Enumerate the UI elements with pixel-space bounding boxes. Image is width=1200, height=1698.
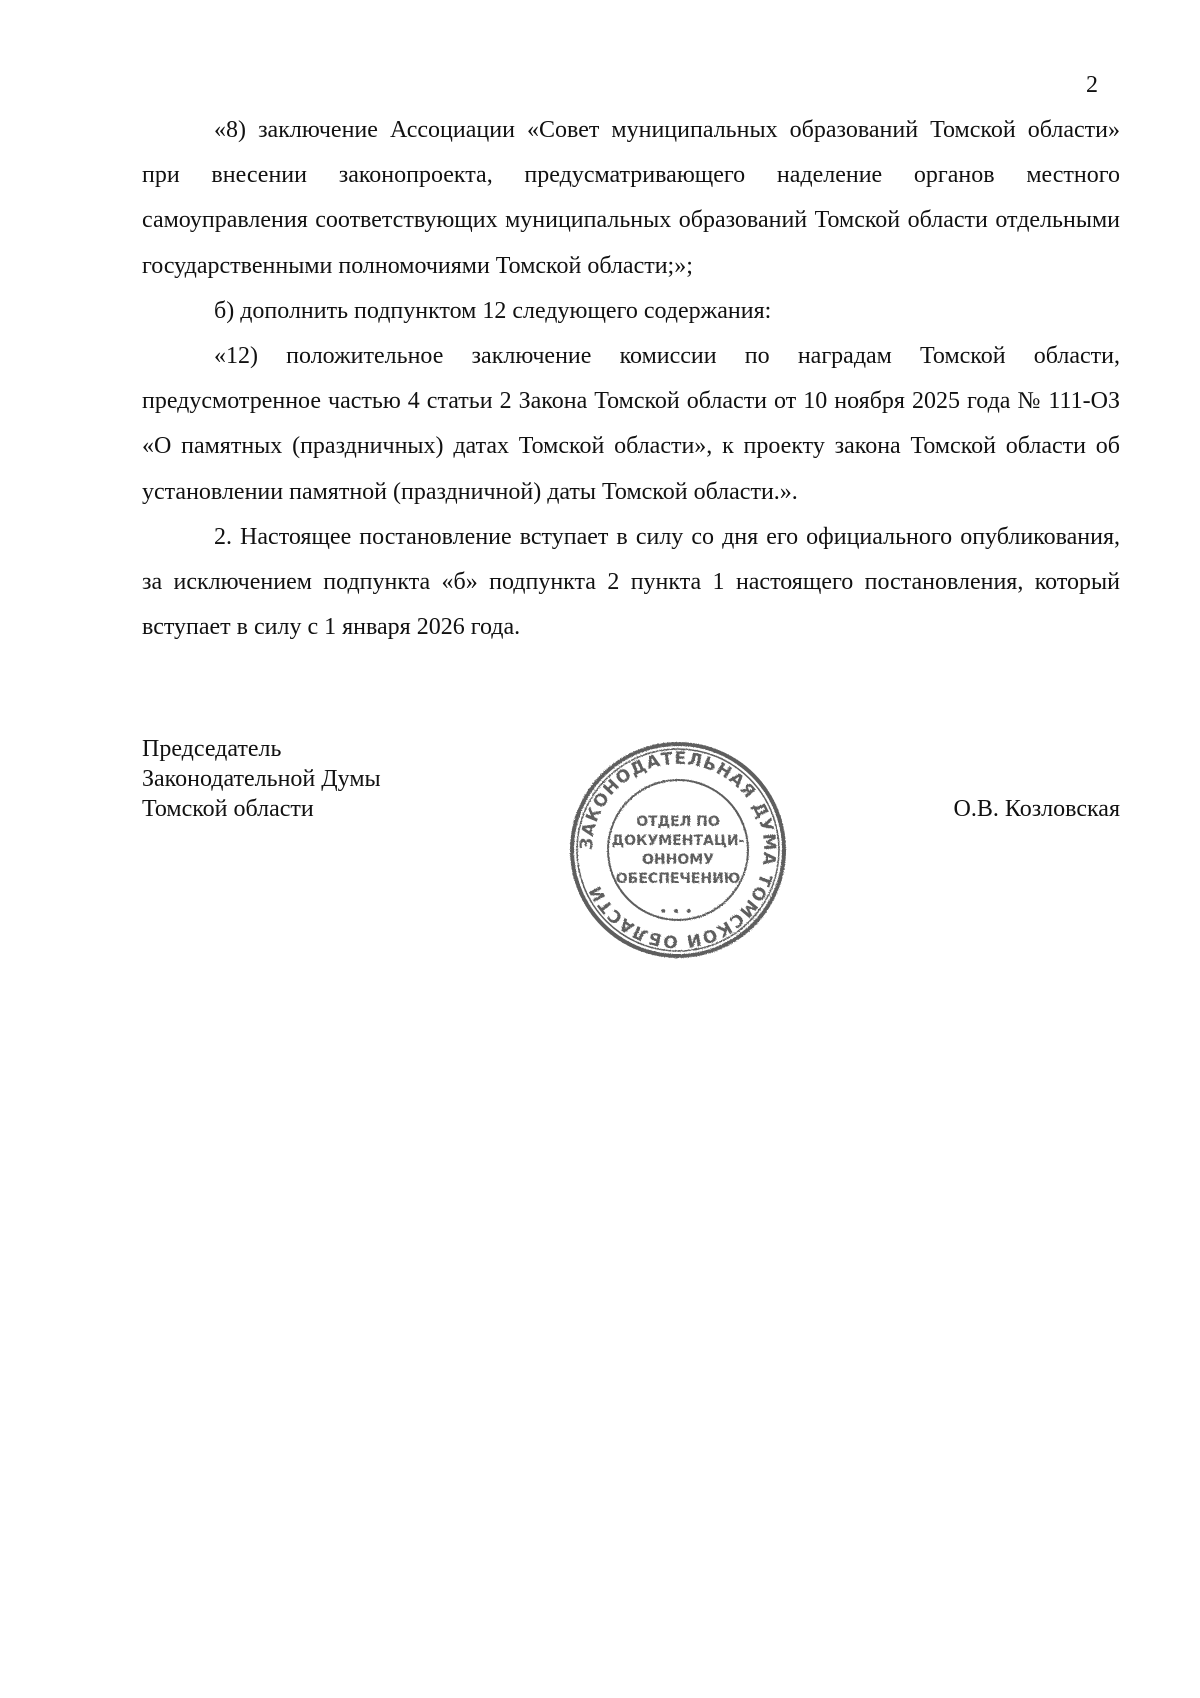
paragraph-effective-date: 2. Настоящее постановление вступает в силу со дня его официального опубликования, за исключением подпункта «б» подпункта 2 пункта 1 настоящего постановления, который вступает в силу с 1 января 2026 года. <box>142 523 1120 641</box>
seal-ring-text: ЗАКОНОДАТЕЛЬНАЯ ДУМА ТОМСКОЙ ОБЛАСТИ <box>576 748 780 952</box>
signer-title-line: Томской области <box>142 796 314 822</box>
signer-title-line: Председатель <box>142 736 282 762</box>
official-seal <box>566 738 790 962</box>
signer-title-line: Законодательной Думы <box>142 766 381 792</box>
paragraph-item-b: б) дополнить подпунктом 12 следующего содержания: <box>214 297 772 324</box>
seal-center-line: ОННОМУ <box>642 852 714 868</box>
signer-title <box>142 734 381 824</box>
paragraph-subpoint-12: «12) положительное заключение комиссии по наградам Томской области, предусмотренное частью 4 статьи 2 Закона Томской области от 10 ноября 2025 года № 111-ОЗ «О памятных (праздничных) датах Томской области», к проекту закона Томской области об установлении памятной (праздничной) даты Томской области.». <box>142 343 1120 505</box>
seal-center-line: ДОКУМЕНТАЦИ- <box>611 833 745 849</box>
seal-center-line: ОТДЕЛ ПО <box>636 814 720 830</box>
paragraph-subpoint-8: «8) заключение Ассоциации «Совет муниципальных образований Томской области» при внесении законопроекта, предусматривающего наделение органов местного самоуправления соответствующих муниципальных образований Томской области отдельными государственными полномочиями Томской области;»; <box>142 117 1120 279</box>
page-number: 2 <box>1086 72 1098 98</box>
seal-center-line: ОБЕСПЕЧЕНИЮ <box>615 871 741 887</box>
signer-name: О.В. Козловская <box>953 796 1120 822</box>
document-body <box>142 108 1120 650</box>
svg-text:• • •: • • • <box>659 904 693 920</box>
